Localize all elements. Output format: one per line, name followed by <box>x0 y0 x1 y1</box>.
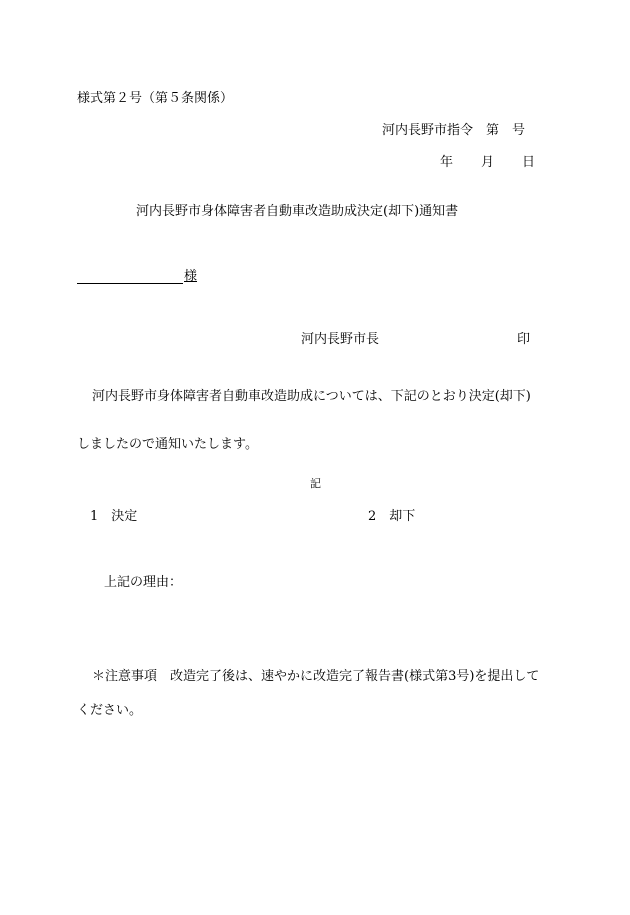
body-text-line-2: しましたので通知いたします。 <box>77 437 258 452</box>
reference-number: 河内長野市指令 第 号 <box>382 123 526 138</box>
ki-heading: 記 <box>310 477 321 490</box>
reason-label: 上記の理由： <box>104 575 183 590</box>
option-approve: 1 決定 <box>90 509 138 524</box>
form-number: 様式第２号（第５条関係） <box>77 91 234 106</box>
document-title: 河内長野市身体障害者自動車改造助成決定(却下)通知書 <box>136 204 459 219</box>
seal-mark: 印 <box>517 332 531 347</box>
option-reject: 2 却下 <box>368 509 416 524</box>
recipient-name-blank <box>77 283 183 284</box>
date-year-label: 年 <box>440 155 454 170</box>
issuer-name: 河内長野市長 <box>301 332 380 347</box>
note-line-1: ＊注意事項 改造完了後は、速やかに改造完了報告書(様式第3号)を提出して <box>92 669 540 684</box>
body-text-line-1: 河内長野市身体障害者自動車改造助成については、下記のとおり決定(却下) <box>92 389 531 404</box>
note-line-2: ください。 <box>77 703 143 718</box>
date-day-label: 日 <box>522 155 536 170</box>
date-month-label: 月 <box>481 155 495 170</box>
recipient-suffix: 様 <box>184 269 198 284</box>
